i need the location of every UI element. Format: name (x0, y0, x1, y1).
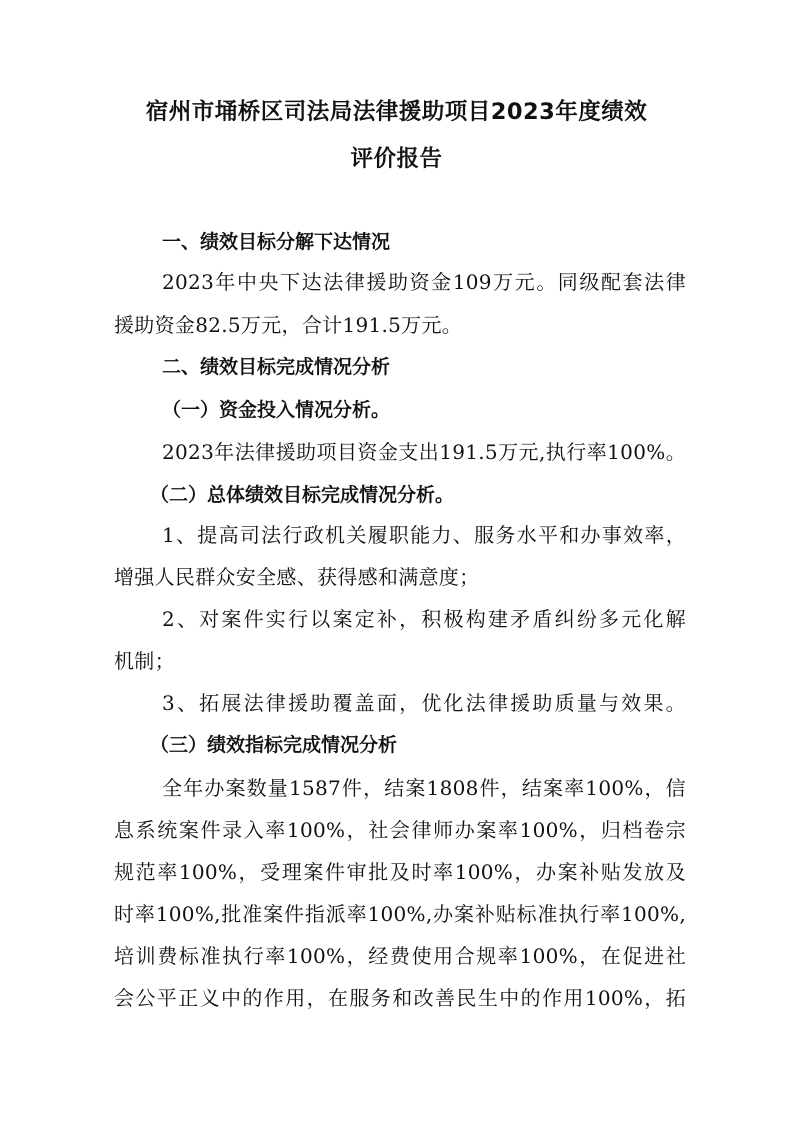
report-title-line-2: 评价报告 (350, 146, 443, 172)
section-1-paragraph-line: 2023年中央下达法律援助资金109万元。同级配套法律 (162, 270, 686, 294)
subsection-2-paragraph-line: 1、提高司法行政机关履职能力、服务水平和办事效率， (162, 523, 686, 547)
subsection-3-paragraph-line: 全年办案数量1587件，结案1808件，结案率100%，信 (162, 776, 686, 800)
subsection-2-heading: （二）总体绩效目标完成情况分析。 (150, 484, 455, 506)
subsection-1-paragraph-line: 2023年法律援助项目资金支出191.5万元,执行率100%。 (162, 440, 686, 464)
subsection-3-paragraph-line: 息系统案件录入率100%，社会律师办案率100%，归档卷宗 (114, 818, 686, 842)
subsection-2-paragraph-line: 机制； (114, 649, 175, 673)
section-1-heading: 一、绩效目标分解下达情况 (162, 231, 391, 253)
subsection-3-paragraph-line: 时率100%,批准案件指派率100%,办案补贴标准执行率100%, (114, 902, 686, 926)
subsection-3-heading: （三）绩效指标完成情况分析 (150, 734, 398, 756)
report-title-line-1: 宿州市埇桥区司法局法律援助项目2023年度绩效 (145, 99, 648, 125)
section-2-heading: 二、绩效目标完成情况分析 (162, 356, 391, 378)
subsection-2-paragraph-line: 3、拓展法律援助覆盖面，优化法律援助质量与效果。 (162, 691, 686, 715)
subsection-2-paragraph-line: 2、对案件实行以案定补，积极构建矛盾纠纷多元化解 (162, 607, 686, 631)
subsection-3-paragraph-line: 规范率100%，受理案件审批及时率100%，办案补贴发放及 (114, 860, 686, 884)
subsection-3-paragraph-line: 会公平正义中的作用，在服务和改善民生中的作用100%，拓 (114, 986, 686, 1010)
subsection-2-paragraph-line: 增强人民群众安全感、获得感和满意度； (114, 565, 480, 589)
subsection-3-paragraph-line: 培训费标准执行率100%，经费使用合规率100%，在促进社 (114, 944, 686, 968)
subsection-1-heading: （一）资金投入情况分析。 (162, 399, 391, 421)
section-1-paragraph-line: 援助资金82.5万元，合计191.5万元。 (114, 313, 463, 337)
